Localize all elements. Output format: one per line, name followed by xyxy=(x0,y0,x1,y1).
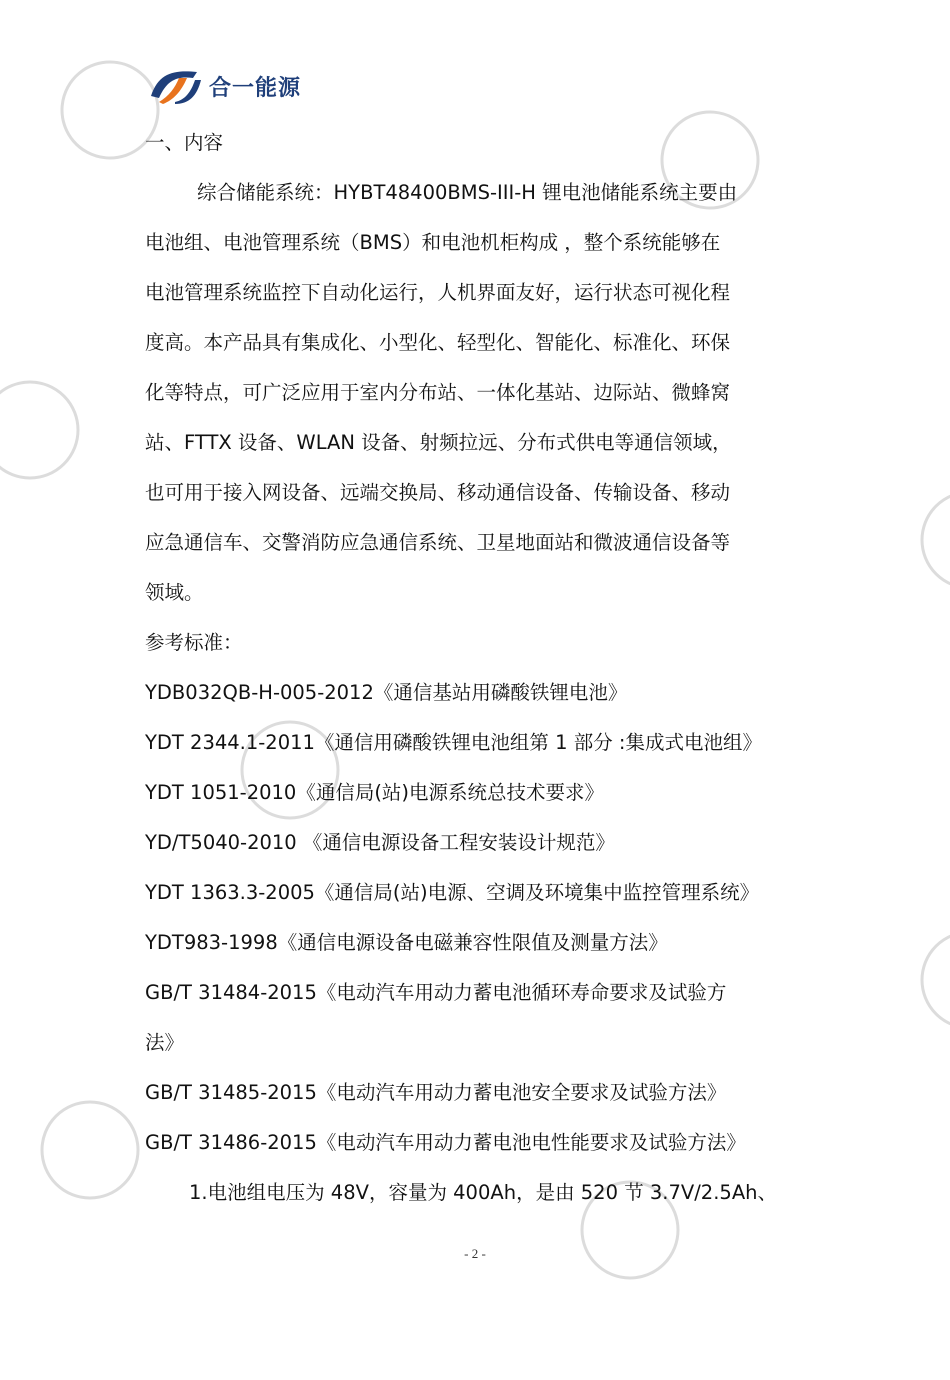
standards-label: 参考标准： xyxy=(145,631,243,654)
paragraph-line-4: 度高。本产品具有集成化、小型化、轻型化、智能化、标准化、环保 xyxy=(145,331,731,354)
list-item-1: 1.电池组电压为 48V，容量为 400Ah，是由 520 节 3.7V/2.5Ah、 xyxy=(189,1181,778,1204)
paragraph-line-1: 综合储能系统：HYBT48400BMS-III-H 锂电池储能系统主要由 xyxy=(197,181,738,204)
standard-item: YDT983-1998《通信电源设备电磁兼容性限值及测量方法》 xyxy=(145,931,668,954)
paragraph-line-5: 化等特点，可广泛应用于室内分布站、一体化基站、边际站、微蜂窝 xyxy=(145,381,731,404)
watermark-right-lower xyxy=(820,830,950,1130)
standard-item: GB/T 31484-2015《电动汽车用动力蓄电池循环寿命要求及试验方 xyxy=(145,981,727,1004)
paragraph-line-8: 应急通信车、交警消防应急通信系统、卫星地面站和微波通信设备等 xyxy=(145,531,731,554)
standard-item: YD/T5040-2010 《通信电源设备工程安装设计规范》 xyxy=(145,831,615,854)
logo-text: 合一能源 xyxy=(209,75,302,101)
company-logo xyxy=(145,66,301,106)
section-heading: 一、内容 xyxy=(145,131,224,154)
watermark-mid-right xyxy=(820,390,950,690)
standard-item: YDB032QB-H-005-2012《通信基站用磷酸铁锂电池》 xyxy=(145,681,628,704)
standard-item: GB/T 31485-2015《电动汽车用动力蓄电池安全要求及试验方法》 xyxy=(145,1081,727,1104)
paragraph-line-7: 也可用于接入网设备、远端交换局、移动通信设备、传输设备、移动 xyxy=(145,481,731,504)
standard-item: GB/T 31486-2015《电动汽车用动力蓄电池电性能要求及试验方法》 xyxy=(145,1131,746,1154)
document-body xyxy=(145,118,815,1218)
page-number: - 2 - xyxy=(464,1246,486,1261)
paragraph-line-9: 领域。 xyxy=(145,581,204,604)
paragraph-line-3: 电池管理系统监控下自动化运行，人机界面友好，运行状态可视化程 xyxy=(145,281,731,304)
standard-item: YDT 1051-2010《通信局(站)电源系统总技术要求》 xyxy=(145,781,605,804)
paragraph-line-2: 电池组、电池管理系统（BMS）和电池机柜构成 ，整个系统能够在 xyxy=(145,231,721,254)
standard-item-continuation: 法》 xyxy=(145,1031,185,1054)
paragraph-line-6: 站、FTTX 设备、WLAN 设备、射频拉远、分布式供电等通信领域， xyxy=(145,431,732,454)
standard-item: YDT 1363.3-2005《通信局(站)电源、空调及环境集中监控管理系统》 xyxy=(145,881,760,904)
standard-item: YDT 2344.1-2011《通信用磷酸铁锂电池组第 1 部分 :集成式电池组》 xyxy=(145,731,763,754)
logo-mark-icon xyxy=(145,66,203,106)
